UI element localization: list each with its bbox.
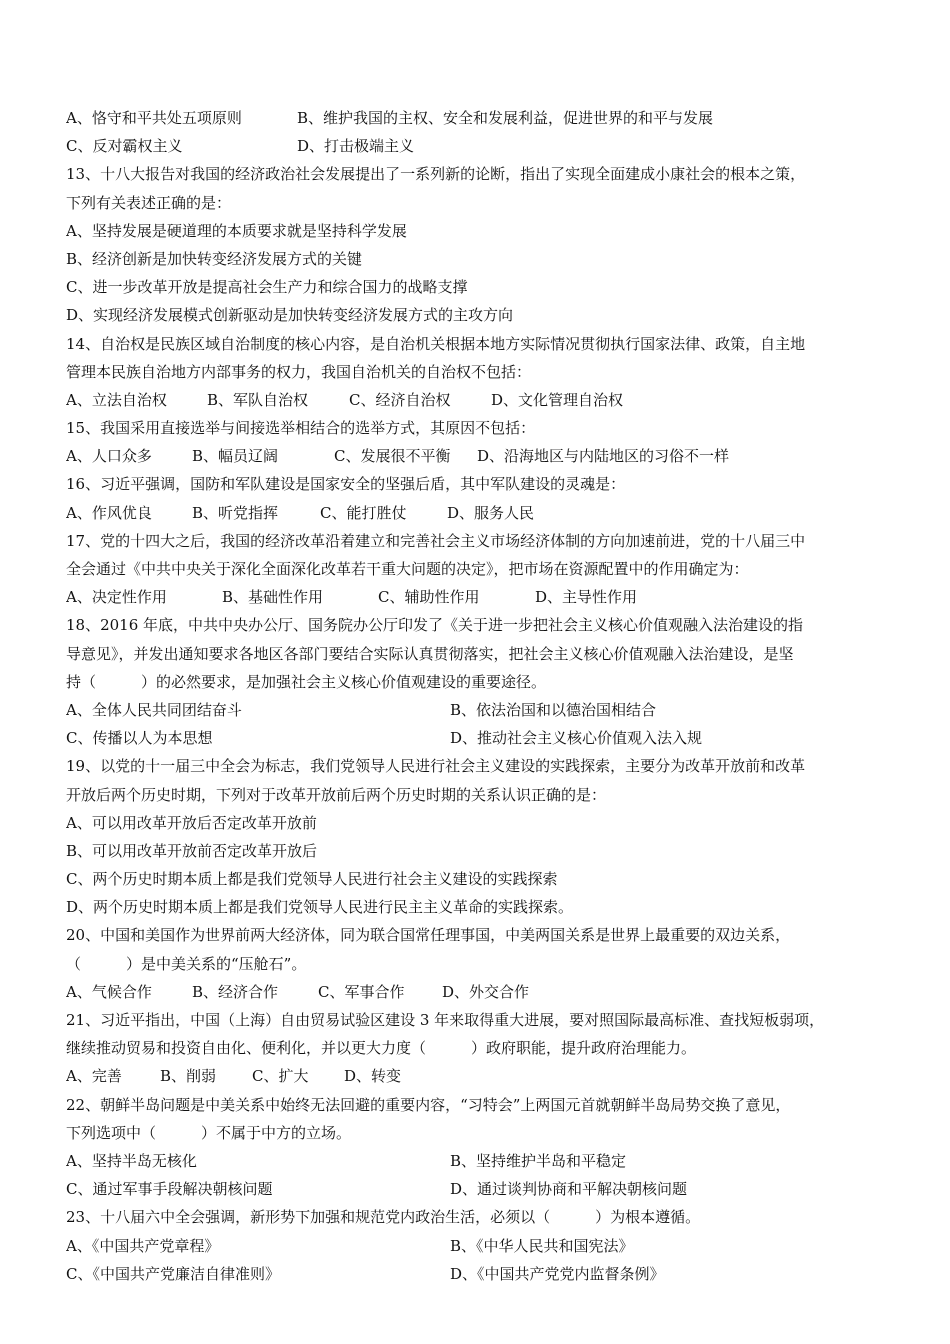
- q17-option-c: C、辅助性作用: [378, 588, 480, 607]
- q23-option-a: A、《中国共产党章程》: [66, 1236, 220, 1255]
- q16-options: [66, 499, 896, 527]
- q14-option-d: D、文化管理自治权: [491, 390, 624, 409]
- q18-option-d: D、推动社会主义核心价值观入法入规: [450, 729, 703, 748]
- q14-options: [66, 386, 896, 414]
- q12-option-d: D、打击极端主义: [297, 137, 415, 156]
- q15-options: [66, 442, 896, 470]
- q14-stem-line-1: 14、自治权是民族区域自治制度的核心内容，是自治机关根据本地方实际情况贯彻执行国家法律、政策，自主地: [66, 334, 806, 353]
- q22-stem-line-1: 22、朝鲜半岛问题是中美关系中始终无法回避的重要内容，“习特会”上两国元首就朝鲜半岛局势交换了意见，: [66, 1095, 791, 1114]
- q21-option-c: C、扩大: [252, 1067, 309, 1086]
- q22-option-c: C、通过军事手段解决朝核问题: [66, 1180, 273, 1199]
- q16-option-d: D、服务人民: [447, 503, 535, 522]
- q15-stem-line-1: 15、我国采用直接选举与间接选举相结合的选举方式，其原因不包括：: [66, 419, 536, 438]
- q13-option-c: C、进一步改革开放是提高社会生产力和综合国力的战略支撑: [66, 278, 468, 297]
- q13-option-d: D、实现经济发展模式创新驱动是加快转变经济发展方式的主攻方向: [66, 306, 514, 325]
- q21-options: [66, 1062, 896, 1090]
- q13-stem-line-1: 13、十八大报告对我国的经济政治社会发展提出了一系列新的论断，指出了实现全面建成小康社会的根本之策，: [66, 165, 806, 184]
- q14-option-b: B、军队自治权: [207, 390, 309, 409]
- q12-option-c: C、反对霸权主义: [66, 137, 183, 156]
- q23-stem-line-1: 23、十八届六中全会强调，新形势下加强和规范党内政治生活，必须以（ ）为根本遵循。: [66, 1208, 701, 1227]
- q23-options-row-2: [66, 1260, 896, 1288]
- q21-option-b: B、削弱: [160, 1067, 217, 1086]
- q13-option-a: A、坚持发展是硬道理的本质要求就是坚持科学发展: [66, 221, 407, 240]
- q12-option-a: A、恪守和平共处五项原则: [66, 109, 242, 127]
- q20-option-c: C、军事合作: [318, 982, 405, 1001]
- q18-option-c: C、传播以人为本思想: [66, 729, 213, 748]
- q15-option-a: A、人口众多: [66, 447, 152, 466]
- q14-stem-line-2: 管理本民族自治地方内部事务的权力，我国自治机关的自治权不包括：: [66, 362, 532, 381]
- q20-stem-line-2: （ ）是中美关系的“压舱石”。: [66, 954, 307, 973]
- q23-option-c: C、《中国共产党廉洁自律准则》: [66, 1264, 280, 1283]
- q19-stem-line-1: 19、以党的十一届三中全会为标志，我们党领导人民进行社会主义建设的实践探索，主要分为改革开放前和改革: [66, 757, 806, 776]
- q15-option-d: D、沿海地区与内陆地区的习俗不一样: [477, 447, 730, 466]
- q22-option-a: A、坚持半岛无核化: [66, 1151, 197, 1170]
- q19-option-c: C、两个历史时期本质上都是我们党领导人民进行社会主义建设的实践探索: [66, 870, 558, 889]
- q20-options: [66, 978, 896, 1006]
- q19-option-a: A、可以用改革开放后否定改革开放前: [66, 813, 317, 832]
- q18-stem-line-3: 持（ ）的必然要求，是加强社会主义核心价值观建设的重要途径。: [66, 672, 547, 691]
- q20-option-a: A、气候合作: [66, 982, 152, 1001]
- q21-option-d: D、转变: [344, 1067, 402, 1086]
- q18-stem-line-1: 18、2016 年底，中共中央办公厅、国务院办公厅印发了《关于进一步把社会主义核心价值观融入法治建设的指: [66, 616, 804, 635]
- q22-option-b: B、坚持维护半岛和平稳定: [450, 1151, 627, 1170]
- exam-page: [66, 104, 896, 1288]
- q16-stem-line-1: 16、习近平强调，国防和军队建设是国家安全的坚强后盾，其中军队建设的灵魂是：: [66, 475, 626, 494]
- q21-stem-line-2: 继续推动贸易和投资自由化、便利化，并以更大力度（ ）政府职能，提升政府治理能力。: [66, 1039, 697, 1058]
- q23-option-b: B、《中华人民共和国宪法》: [450, 1236, 634, 1255]
- q17-option-d: D、主导性作用: [535, 588, 638, 607]
- q17-stem-line-1: 17、党的十四大之后，我国的经济改革沿着建立和完善社会主义市场经济体制的方向加速前进，党的十八届三中: [66, 531, 806, 550]
- q17-option-b: B、基础性作用: [222, 588, 324, 607]
- q20-option-b: B、经济合作: [192, 982, 279, 1001]
- q20-stem-line-1: 20、中国和美国作为世界前两大经济体，同为联合国常任理事国，中美两国关系是世界上最重要的双边关系，: [66, 926, 791, 945]
- q14-option-a: A、立法自治权: [66, 390, 167, 409]
- q12-options-row-2: [66, 132, 896, 160]
- q22-stem-line-2: 下列选项中（ ）不属于中方的立场。: [66, 1123, 352, 1142]
- q19-option-d: D、两个历史时期本质上都是我们党领导人民进行民主主义革命的实践探索。: [66, 898, 574, 917]
- q18-option-a: A、全体人民共同团结奋斗: [66, 700, 242, 719]
- q23-option-d: D、《中国共产党党内监督条例》: [450, 1264, 665, 1283]
- q20-option-d: D、外交合作: [442, 982, 530, 1001]
- q13-stem-line-2: 下列有关表述正确的是：: [66, 193, 232, 212]
- q21-stem-line-1: 21、习近平指出，中国（上海）自由贸易试验区建设 3 年来取得重大进展，要对照国际最高标准、查找短板弱项，: [66, 1011, 825, 1029]
- q23-options-row-1: [66, 1232, 896, 1260]
- q16-option-a: A、作风优良: [66, 503, 152, 522]
- q12-options-row-1: [66, 104, 896, 132]
- q14-option-c: C、经济自治权: [349, 390, 451, 409]
- q16-option-c: C、能打胜仗: [320, 503, 407, 522]
- q17-options: [66, 583, 896, 611]
- q21-option-a: A、完善: [66, 1067, 122, 1086]
- q18-options-row-2: [66, 724, 896, 752]
- q17-stem-line-2: 全会通过《中共中央关于深化全面深化改革若干重大问题的决定》，把市场在资源配置中的作用确定为：: [66, 560, 749, 578]
- q13-option-b: B、经济创新是加快转变经济发展方式的关键: [66, 249, 363, 268]
- q22-options-row-1: [66, 1147, 896, 1175]
- q12-option-b: B、维护我国的主权、安全和发展利益，促进世界的和平与发展: [297, 109, 714, 127]
- q15-option-c: C、发展很不平衡: [334, 447, 451, 466]
- q16-option-b: B、听党指挥: [192, 503, 279, 522]
- q19-stem-line-2: 开放后两个历史时期，下列对于改革开放前后两个历史时期的关系认识正确的是：: [66, 785, 607, 804]
- q18-option-b: B、依法治国和以德治国相结合: [450, 700, 657, 719]
- q18-stem-line-2: 导意见》，并发出通知要求各地区各部门要结合实际认真贯彻落实，把社会主义核心价值观融入法治建设，是坚: [66, 644, 794, 663]
- q19-option-b: B、可以用改革开放前否定改革开放后: [66, 841, 318, 860]
- q22-options-row-2: [66, 1175, 896, 1203]
- q18-options-row-1: [66, 696, 896, 724]
- q15-option-b: B、幅员辽阔: [192, 447, 279, 466]
- q22-option-d: D、通过谈判协商和平解决朝核问题: [450, 1180, 688, 1199]
- q17-option-a: A、决定性作用: [66, 588, 167, 607]
